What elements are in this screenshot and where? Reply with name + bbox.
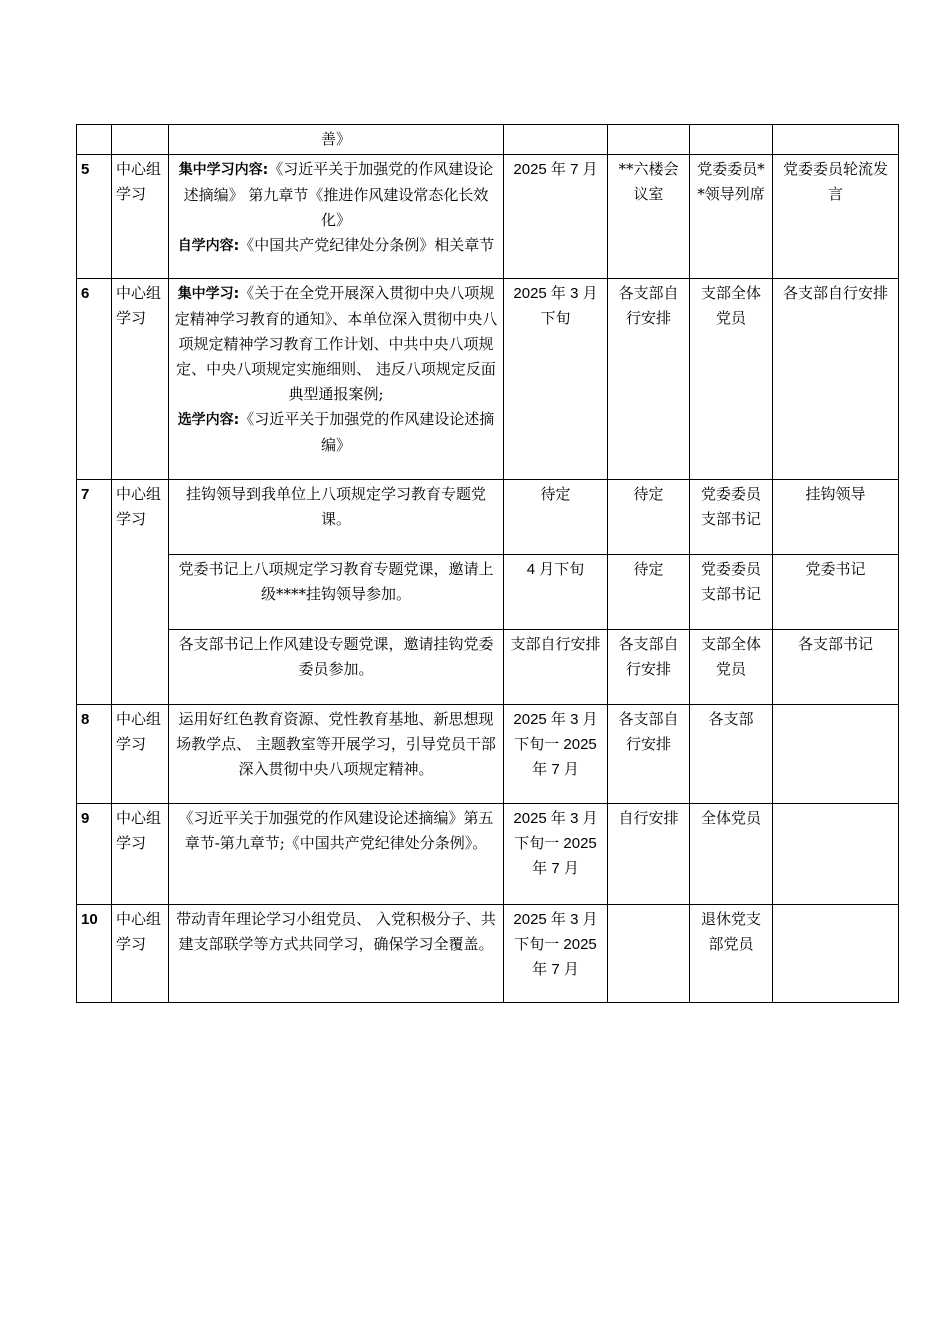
cell-time: 待定 [504, 480, 608, 555]
cell-form [773, 125, 899, 155]
concentrated-text: 《习近平关于加强党的作风建设论述摘编》 第九章节《推进作风建设常态化长效化》 [183, 160, 494, 229]
cell-time: 2025 年 3 月下旬一 2025 年 7 月 [504, 905, 608, 1003]
cell-time: 2025 年 7 月 [504, 155, 608, 279]
table-row [77, 630, 899, 705]
cell-time: 4 月下旬 [504, 555, 608, 630]
table-row [77, 125, 899, 155]
cell-num: 10 [77, 905, 112, 1003]
cell-num: 5 [77, 155, 112, 279]
concentrated-label: 集中学习内容: [178, 162, 269, 178]
cell-content: 善》 [169, 125, 504, 155]
cell-form: 党委委员轮流发言 [773, 155, 899, 279]
cell-type: 中心组学习 [112, 480, 169, 705]
cell-form: 各支部自行安排 [773, 279, 899, 480]
cell-time [504, 125, 608, 155]
cell-content [169, 155, 504, 279]
cell-num: 7 [77, 480, 112, 705]
cell-participants: 支部全体党员 [690, 279, 773, 480]
cell-form: 挂钩领导 [773, 480, 899, 555]
cell-content: 带动青年理论学习小组党员、 入党积极分子、共建支部联学等方式共同学习，确保学习全覆盖。 [169, 905, 504, 1003]
cell-participants: 党委委员支部书记 [690, 480, 773, 555]
cell-content: 运用好红色教育资源、党性教育基地、新思想现场教学点、 主题教室等开展学习，引导党员干部深入贯彻中央八项规定精神。 [169, 705, 504, 804]
cell-participants: 党委委员**领导列席 [690, 155, 773, 279]
cell-type: 中心组学习 [112, 804, 169, 905]
cell-num: 9 [77, 804, 112, 905]
cell-place [608, 125, 690, 155]
cell-participants: 党委委员支部书记 [690, 555, 773, 630]
cell-type: 中心组学习 [112, 155, 169, 279]
cell-participants: 各支部 [690, 705, 773, 804]
cell-place: 各支部自行安排 [608, 630, 690, 705]
cell-time: 2025 年 3 月下旬一 2025 年 7 月 [504, 705, 608, 804]
table-row [77, 705, 899, 804]
table-row [77, 480, 899, 555]
table-row [77, 804, 899, 905]
study-plan-table [76, 124, 899, 1003]
cell-place [608, 905, 690, 1003]
cell-type: 中心组学习 [112, 705, 169, 804]
cell-num [77, 125, 112, 155]
self-study-label: 自学内容: [177, 238, 240, 254]
table-row [77, 279, 899, 480]
cell-type: 中心组学习 [112, 279, 169, 480]
select-study-label: 选学内容: [177, 412, 240, 428]
cell-form [773, 705, 899, 804]
cell-place: 各支部自行安排 [608, 279, 690, 480]
table-row [77, 155, 899, 279]
cell-participants: 退休党支部党员 [690, 905, 773, 1003]
cell-place: **六楼会议室 [608, 155, 690, 279]
select-study-text: 《习近平关于加强党的作风建设论述摘编》 [239, 410, 495, 454]
self-study-text: 《中国共产党纪律处分条例》相关章节 [239, 236, 495, 254]
cell-place: 各支部自行安排 [608, 705, 690, 804]
cell-time: 支部自行安排 [504, 630, 608, 705]
cell-participants: 全体党员 [690, 804, 773, 905]
cell-num: 8 [77, 705, 112, 804]
cell-content: 各支部书记上作风建设专题党课，邀请挂钩党委委员参加。 [169, 630, 504, 705]
cell-content [169, 279, 504, 480]
cell-participants [690, 125, 773, 155]
cell-num: 6 [77, 279, 112, 480]
table-row [77, 905, 899, 1003]
cell-form: 各支部书记 [773, 630, 899, 705]
cell-time: 2025 年 3 月下旬一 2025 年 7 月 [504, 804, 608, 905]
cell-form: 党委书记 [773, 555, 899, 630]
cell-form [773, 905, 899, 1003]
cell-place: 待定 [608, 555, 690, 630]
cell-participants: 支部全体党员 [690, 630, 773, 705]
cell-content: 挂钩领导到我单位上八项规定学习教育专题党课。 [169, 480, 504, 555]
cell-form [773, 804, 899, 905]
table-row [77, 555, 899, 630]
cell-content: 《习近平关于加强党的作风建设论述摘编》第五章节-第九章节;《中国共产党纪律处分条例》。 [169, 804, 504, 905]
cell-time: 2025 年 3 月下旬 [504, 279, 608, 480]
concentrated-text: 《关于在全党开展深入贯彻中央八项规定精神学习教育的通知》、本单位深入贯彻中央八项规定精神学习教育工作计划、中共中央八项规定、中央八项规定实施细则、 违反八项规定反面典型通报案例; [174, 284, 498, 403]
cell-place: 待定 [608, 480, 690, 555]
concentrated-label: 集中学习: [177, 286, 240, 302]
cell-type: 中心组学习 [112, 905, 169, 1003]
cell-type [112, 125, 169, 155]
cell-content: 党委书记上八项规定学习教育专题党课，邀请上级****挂钩领导参加。 [169, 555, 504, 630]
cell-place: 自行安排 [608, 804, 690, 905]
